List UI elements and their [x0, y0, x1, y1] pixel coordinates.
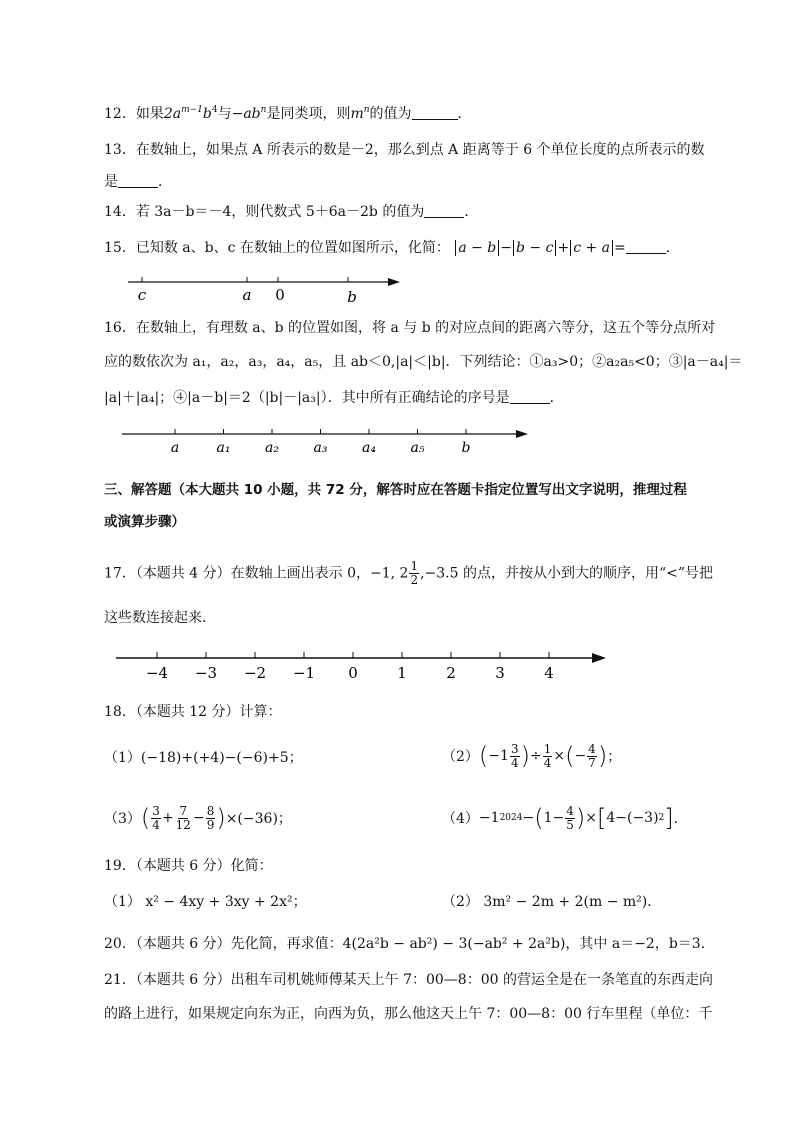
question-20: 20．（本题共 6 分）先化简，再求值：4(2a²b − ab²) − 3(−ab² + 2a²b)，其中 a＝−2，b＝3． [104, 936, 715, 952]
q16-number-line [118, 424, 538, 460]
question-17: 17．（本题共 4 分）在数轴上画出表示 0，−1, 2 $\frac{1}{2}$ ,−3.5 的点，并按从小到大的顺序，用“<”号把 [104, 559, 714, 587]
question-18-1: （1）(−18)+(+4)−(−6)+5； [104, 750, 303, 766]
question-19-heading: 19．（本题共 6 分）化简： [104, 858, 273, 874]
question-19-2: （2） 3m² − 2m + 2(m − m²)． [442, 894, 662, 910]
question-21-cont: 的路上进行，如果规定向东为正，向西为负，那么他这天上午 7：00—8：00 行车里程（单位：千 [104, 1006, 713, 1022]
q15-number-line [120, 268, 410, 308]
question-17-cont: 这些数连接起来． [104, 610, 216, 626]
question-16-cont: 应的数依次为 a₁，a₂，a₃，a₄，a₅，且 ab＜0,|a|＜|b|．下列结论：①a₃>0；②a₂a₅<0；③|a－a₄|＝ [104, 354, 743, 370]
q17-tick-label: −4 [145, 664, 169, 682]
q16-tick-label: a₁ [216, 440, 231, 456]
question-19-1: （1） x² − 4xy + 3xy + 2x²； [104, 894, 307, 910]
question-12: 12．如果$2a^{m-1}b^4$与$-ab^n$是同类项，则$m^n$的值为 ． [104, 105, 472, 122]
question-18-2: （2） ( −1 $\frac{3}{4}$ ) ÷ $\frac{1}{4}$ × ( − $\frac{4}{7}$ ) ； [442, 741, 622, 770]
q16-tick-label: b [461, 440, 471, 456]
question-13-cont: 是 ． [104, 174, 172, 190]
label-c: c [137, 286, 147, 304]
q16-tick-label: a₅ [410, 440, 425, 456]
q16-tick-label: a₄ [362, 440, 376, 456]
answer-blank[interactable] [412, 105, 458, 120]
question-14: 14．若 3a－b＝－4，则代数式 5＋6a－2b 的值为 ． [104, 204, 479, 220]
question-18-4: （4） −1 2024 − ( 1− $\frac{4}{5}$ ) × [ 4−(−3) 2 ] ． [442, 803, 688, 832]
q16-tick-label: a₃ [313, 440, 328, 456]
answer-blank[interactable] [424, 203, 464, 218]
question-13: 13．在数轴上，如果点 A 所表示的数是－2，那么到点 A 距离等于 6 个单位长度的点所表示的数 [104, 142, 705, 158]
answer-blank[interactable] [626, 239, 666, 254]
label-0: 0 [275, 286, 285, 304]
section-3-heading: 三、解答题（本大题共 10 小题，共 72 分，解答时应在答题卡指定位置写出文字说明，推理过程 [104, 482, 687, 498]
question-21: 21．（本题共 6 分）出租车司机姚师傅某天上午 7：00—8：00 的营运全是在一条笔直的东西走向 [104, 972, 713, 988]
question-18-3: （3） ( $\frac{3}{4}$ + $\frac{7}{12}$ − $\frac{8}{9}$ ) ×(−36)； [104, 803, 292, 832]
q17-tick-label: 1 [397, 664, 407, 682]
q16-tick-label: a [170, 440, 180, 456]
axis-arrow [388, 278, 400, 286]
q17-tick-label: −1 [292, 664, 316, 682]
question-16-cont2: |a|＋|a₄|；④|a－b|＝2（|b|－|a₃|）．其中所有正确结论的序号是 ． [104, 390, 564, 406]
q17-tick-label: −3 [194, 664, 218, 682]
question-18-heading: 18．（本题共 12 分）计算： [104, 704, 282, 720]
q17-tick-label: 0 [348, 664, 358, 682]
q16-tick-label: a₂ [265, 440, 279, 456]
q17-tick-label: 3 [495, 664, 505, 682]
answer-blank[interactable] [510, 389, 550, 404]
question-16: 16．在数轴上，有理数 a、b 的位置如图，将 a 与 b 的对应点间的距离六等分，这五个等分点所对 [104, 320, 716, 336]
question-15: 15．已知数 a、b、c 在数轴上的位置如图所示，化简： a − b − b − c + c + a = ． [104, 240, 680, 256]
q17-tick-label: 4 [544, 664, 554, 682]
label-a: a [242, 286, 252, 304]
q17-tick-label: −2 [243, 664, 267, 682]
axis-arrow [592, 653, 606, 663]
axis-arrow [516, 430, 528, 438]
answer-blank[interactable] [118, 173, 158, 188]
label-b: b [347, 288, 357, 306]
q17-number-line [112, 648, 612, 688]
section-3-heading-cont: 或演算步骤） [104, 514, 185, 530]
q17-tick-label: 2 [446, 664, 456, 682]
